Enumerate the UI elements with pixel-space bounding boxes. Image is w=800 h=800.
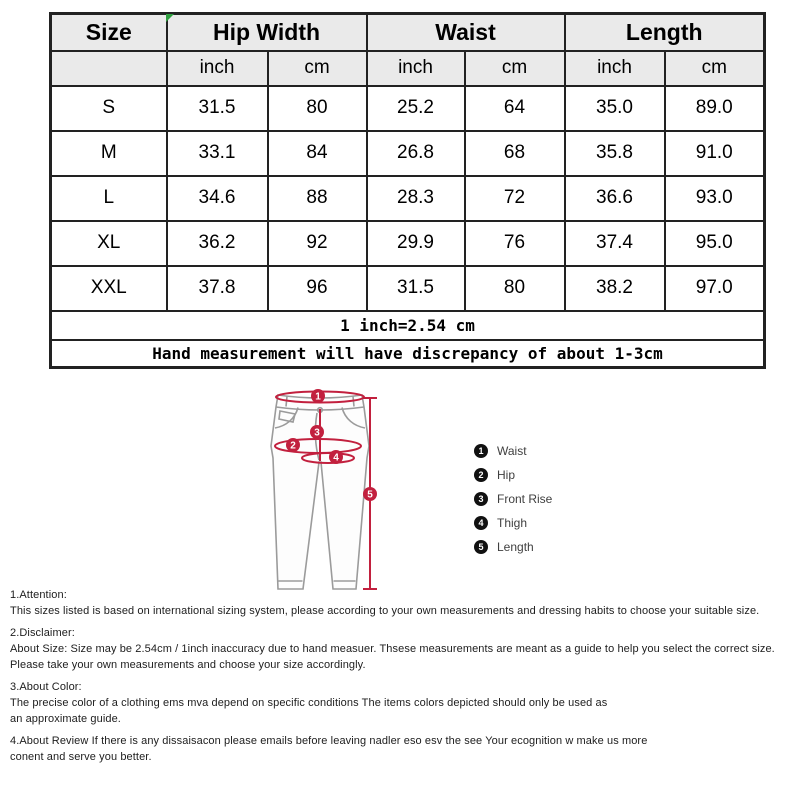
table-group-header-row <box>51 14 765 51</box>
conversion-row <box>51 311 765 340</box>
value-cell: 97.0 <box>665 266 765 311</box>
unit-cell: inch <box>167 51 268 86</box>
note-line: This sizes listed is based on international sizing system, please according to your own measurements and dressing habits to choose your suitable size. <box>10 605 760 617</box>
svg-text:2: 2 <box>290 440 296 452</box>
unit-cell: inch <box>367 51 465 86</box>
value-cell: 31.5 <box>167 86 268 131</box>
svg-text:4: 4 <box>333 452 339 464</box>
size-cell: XXL <box>51 266 167 311</box>
value-cell: 35.0 <box>565 86 665 131</box>
legend-label: Thigh <box>497 516 528 530</box>
measurement-note: Hand measurement will have discrepancy of about 1-3cm <box>51 340 765 368</box>
table-row <box>51 86 765 131</box>
value-cell: 95.0 <box>665 221 765 266</box>
note-line: 2.Disclaimer: <box>10 627 75 639</box>
size-cell: L <box>51 176 167 221</box>
measurement-legend <box>474 444 552 554</box>
hip-badge <box>286 438 300 452</box>
note-paragraph <box>10 679 798 727</box>
thigh-badge <box>329 450 343 464</box>
front-rise-badge <box>310 425 324 439</box>
legend-number-badge: 4 <box>474 516 488 530</box>
value-cell: 76 <box>465 221 565 266</box>
table-body <box>51 86 765 311</box>
value-cell: 38.2 <box>565 266 665 311</box>
svg-text:5: 5 <box>367 489 373 501</box>
table-row <box>51 131 765 176</box>
value-cell: 96 <box>268 266 367 311</box>
value-cell: 36.6 <box>565 176 665 221</box>
size-header: Size <box>51 14 167 51</box>
note-line: conent and serve you better. <box>10 751 152 763</box>
waist-badge <box>311 389 325 403</box>
size-table <box>49 12 766 369</box>
size-cell: XL <box>51 221 167 266</box>
pants-measurement-diagram <box>240 383 480 593</box>
table-row <box>51 176 765 221</box>
unit-cell: cm <box>465 51 565 86</box>
legend-number-badge: 5 <box>474 540 488 554</box>
legend-item <box>474 468 552 482</box>
value-cell: 25.2 <box>367 86 465 131</box>
legend-label: Front Rise <box>497 492 553 506</box>
legend-number-badge: 3 <box>474 492 488 506</box>
legend-label: Hip <box>497 468 516 482</box>
note-line: 1.Attention: <box>10 589 67 601</box>
unit-cell: cm <box>268 51 367 86</box>
length-badge <box>363 487 377 501</box>
value-cell: 36.2 <box>167 221 268 266</box>
value-cell: 34.6 <box>167 176 268 221</box>
value-cell: 80 <box>465 266 565 311</box>
hip-width-header: Hip Width <box>167 14 367 51</box>
unit-cell: cm <box>665 51 765 86</box>
legend-number-badge: 2 <box>474 468 488 482</box>
svg-text:3: 3 <box>314 427 320 439</box>
unit-cell: inch <box>565 51 665 86</box>
value-cell: 28.3 <box>367 176 465 221</box>
legend-item <box>474 540 552 554</box>
value-cell: 29.9 <box>367 221 465 266</box>
value-cell: 89.0 <box>665 86 765 131</box>
legend-label: Length <box>497 540 534 554</box>
value-cell: 26.8 <box>367 131 465 176</box>
value-cell: 72 <box>465 176 565 221</box>
cell-corner-flag <box>166 14 174 22</box>
conversion-note: 1 inch=2.54 cm <box>51 311 765 340</box>
value-cell: 88 <box>268 176 367 221</box>
legend-item <box>474 492 552 506</box>
value-cell: 84 <box>268 131 367 176</box>
value-cell: 80 <box>268 86 367 131</box>
size-cell: M <box>51 131 167 176</box>
note-paragraph <box>10 733 798 765</box>
note-line: Please take your own measurements and choose your size accordingly. <box>10 659 366 671</box>
value-cell: 33.1 <box>167 131 268 176</box>
value-cell: 64 <box>465 86 565 131</box>
notes-section <box>10 587 798 771</box>
legend-item <box>474 516 552 530</box>
table-units-row <box>51 51 765 86</box>
value-cell: 35.8 <box>565 131 665 176</box>
note-paragraph <box>10 587 798 619</box>
value-cell: 68 <box>465 131 565 176</box>
value-cell: 37.8 <box>167 266 268 311</box>
measurement-note-row <box>51 340 765 368</box>
empty-unit-cell <box>51 51 167 86</box>
value-cell: 91.0 <box>665 131 765 176</box>
note-line: 4.About Review If there is any dissaisacon please emails before leaving nadler eso esv the see Your ecognition w make us more <box>10 735 648 747</box>
value-cell: 37.4 <box>565 221 665 266</box>
note-line: an approximate guide. <box>10 713 121 725</box>
table-row <box>51 221 765 266</box>
svg-text:1: 1 <box>315 391 321 403</box>
note-line: About Size: Size may be 2.54cm / 1inch inaccuracy due to hand measuer. Thsese measurements are meant as a guide to help you select the correct size. <box>10 643 775 655</box>
legend-label: Waist <box>497 444 527 458</box>
size-cell: S <box>51 86 167 131</box>
note-line: 3.About Color: <box>10 681 82 693</box>
value-cell: 93.0 <box>665 176 765 221</box>
value-cell: 92 <box>268 221 367 266</box>
legend-item <box>474 444 552 458</box>
note-line: The precise color of a clothing ems mva depend on specific conditions The items colors depicted should only be used as <box>10 697 608 709</box>
waist-header: Waist <box>367 14 565 51</box>
table-row <box>51 266 765 311</box>
legend-number-badge: 1 <box>474 444 488 458</box>
note-paragraph <box>10 625 798 673</box>
value-cell: 31.5 <box>367 266 465 311</box>
length-header: Length <box>565 14 765 51</box>
